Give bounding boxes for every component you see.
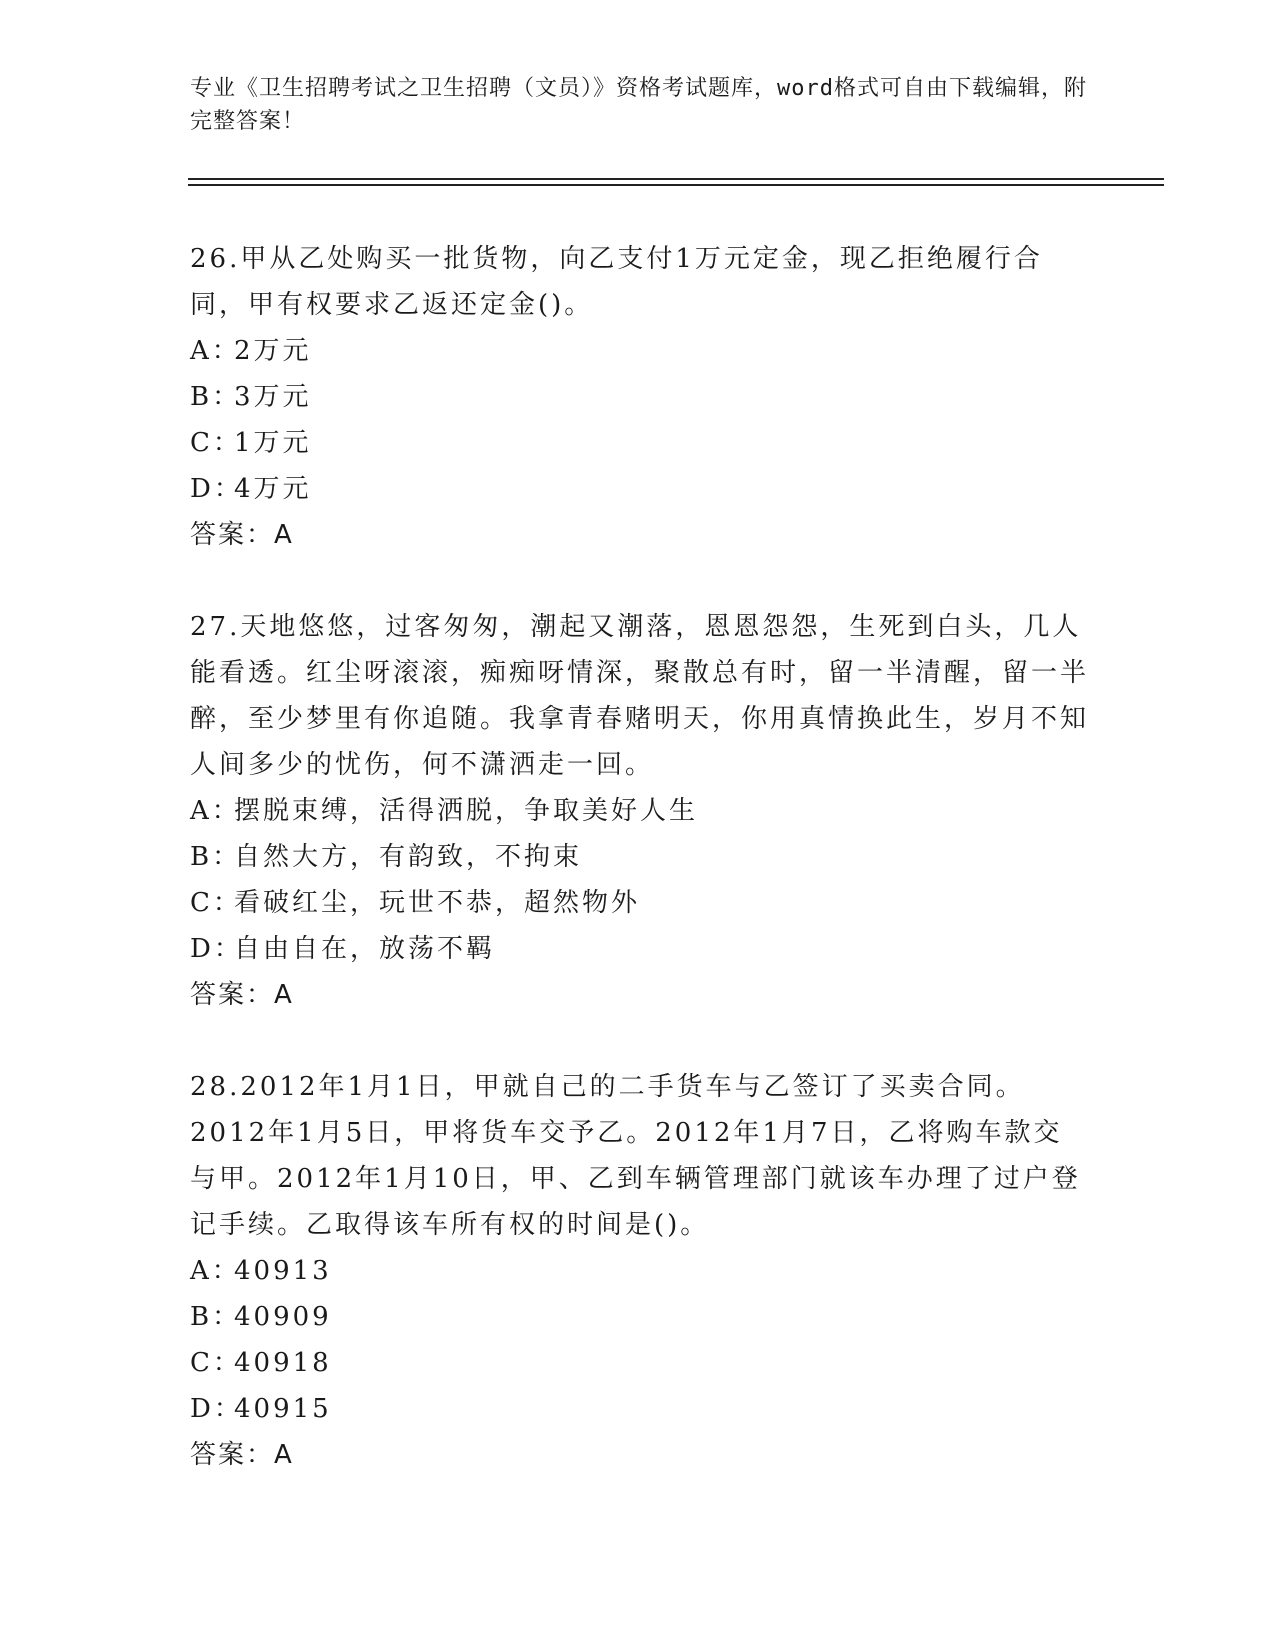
question-stem: 28.2012年1月1日，甲就自己的二手货车与乙签订了买卖合同。2012年1月5日，甲将货车交予乙。2012年1月7日，乙将购车款交与甲。2012年1月10日，甲、乙到车辆管理部门就该车办理了过户登记手续。乙取得该车所有权的时间是()。: [190, 1072, 1081, 1240]
option-key: C：: [190, 428, 242, 458]
header-divider-bottom: [188, 184, 1164, 186]
option-key: C：: [190, 1348, 242, 1378]
option-key: B：: [190, 842, 242, 872]
option-d: [190, 926, 1090, 972]
option-text: 40918: [234, 1348, 332, 1378]
option-d: [190, 1386, 1090, 1432]
answer-line: 答案：A: [190, 520, 294, 550]
question-27: [190, 604, 1090, 1018]
question-stem: 27.天地悠悠，过客匆匆，潮起又潮落，恩恩怨怨，生死到白头，几人能看透。红尘呀滚滚，痴痴呀情深，聚散总有时，留一半清醒，留一半醉，至少梦里有你追随。我拿青春赌明天，你用真情换此生，岁月不知人间多少的忧伤，何不潇洒走一回。: [190, 612, 1090, 780]
option-c: [190, 420, 1090, 466]
option-d: [190, 466, 1090, 512]
option-key: D：: [190, 1394, 243, 1424]
option-key: B：: [190, 382, 242, 412]
answer-line: 答案：A: [190, 980, 294, 1010]
answer-line: 答案：A: [190, 1440, 294, 1470]
option-text: 4万元: [234, 474, 312, 504]
header-divider-top: [188, 178, 1164, 180]
option-b: [190, 1294, 1090, 1340]
option-key: A：: [190, 796, 241, 826]
question-stem: 26.甲从乙处购买一批货物，向乙支付1万元定金，现乙拒绝履行合同，甲有权要求乙返还定金()。: [190, 244, 1043, 320]
option-text: 3万元: [234, 382, 312, 412]
option-text: 看破红尘，玩世不恭，超然物外: [234, 888, 641, 918]
option-text: 40915: [234, 1394, 332, 1424]
option-text: 摆脱束缚，活得洒脱，争取美好人生: [234, 796, 699, 826]
option-a: [190, 1248, 1090, 1294]
document-header: 专业《卫生招聘考试之卫生招聘（文员）》资格考试题库，word格式可自由下载编辑，附完整答案！: [190, 76, 1087, 134]
option-key: D：: [190, 474, 243, 504]
option-b: [190, 834, 1090, 880]
option-key: B：: [190, 1302, 242, 1332]
option-a: [190, 328, 1090, 374]
option-text: 40913: [234, 1256, 332, 1286]
option-text: 2万元: [234, 336, 312, 366]
option-text: 40909: [234, 1302, 332, 1332]
option-text: 自由自在，放荡不羁: [234, 934, 496, 964]
option-b: [190, 374, 1090, 420]
option-text: 1万元: [234, 428, 312, 458]
question-26: [190, 236, 1090, 558]
option-c: [190, 1340, 1090, 1386]
option-key: D：: [190, 934, 243, 964]
option-a: [190, 788, 1090, 834]
option-key: C：: [190, 888, 242, 918]
option-key: A：: [190, 1256, 241, 1286]
option-key: A：: [190, 336, 241, 366]
option-text: 自然大方，有韵致，不拘束: [234, 842, 583, 872]
question-28: [190, 1064, 1090, 1478]
option-c: [190, 880, 1090, 926]
